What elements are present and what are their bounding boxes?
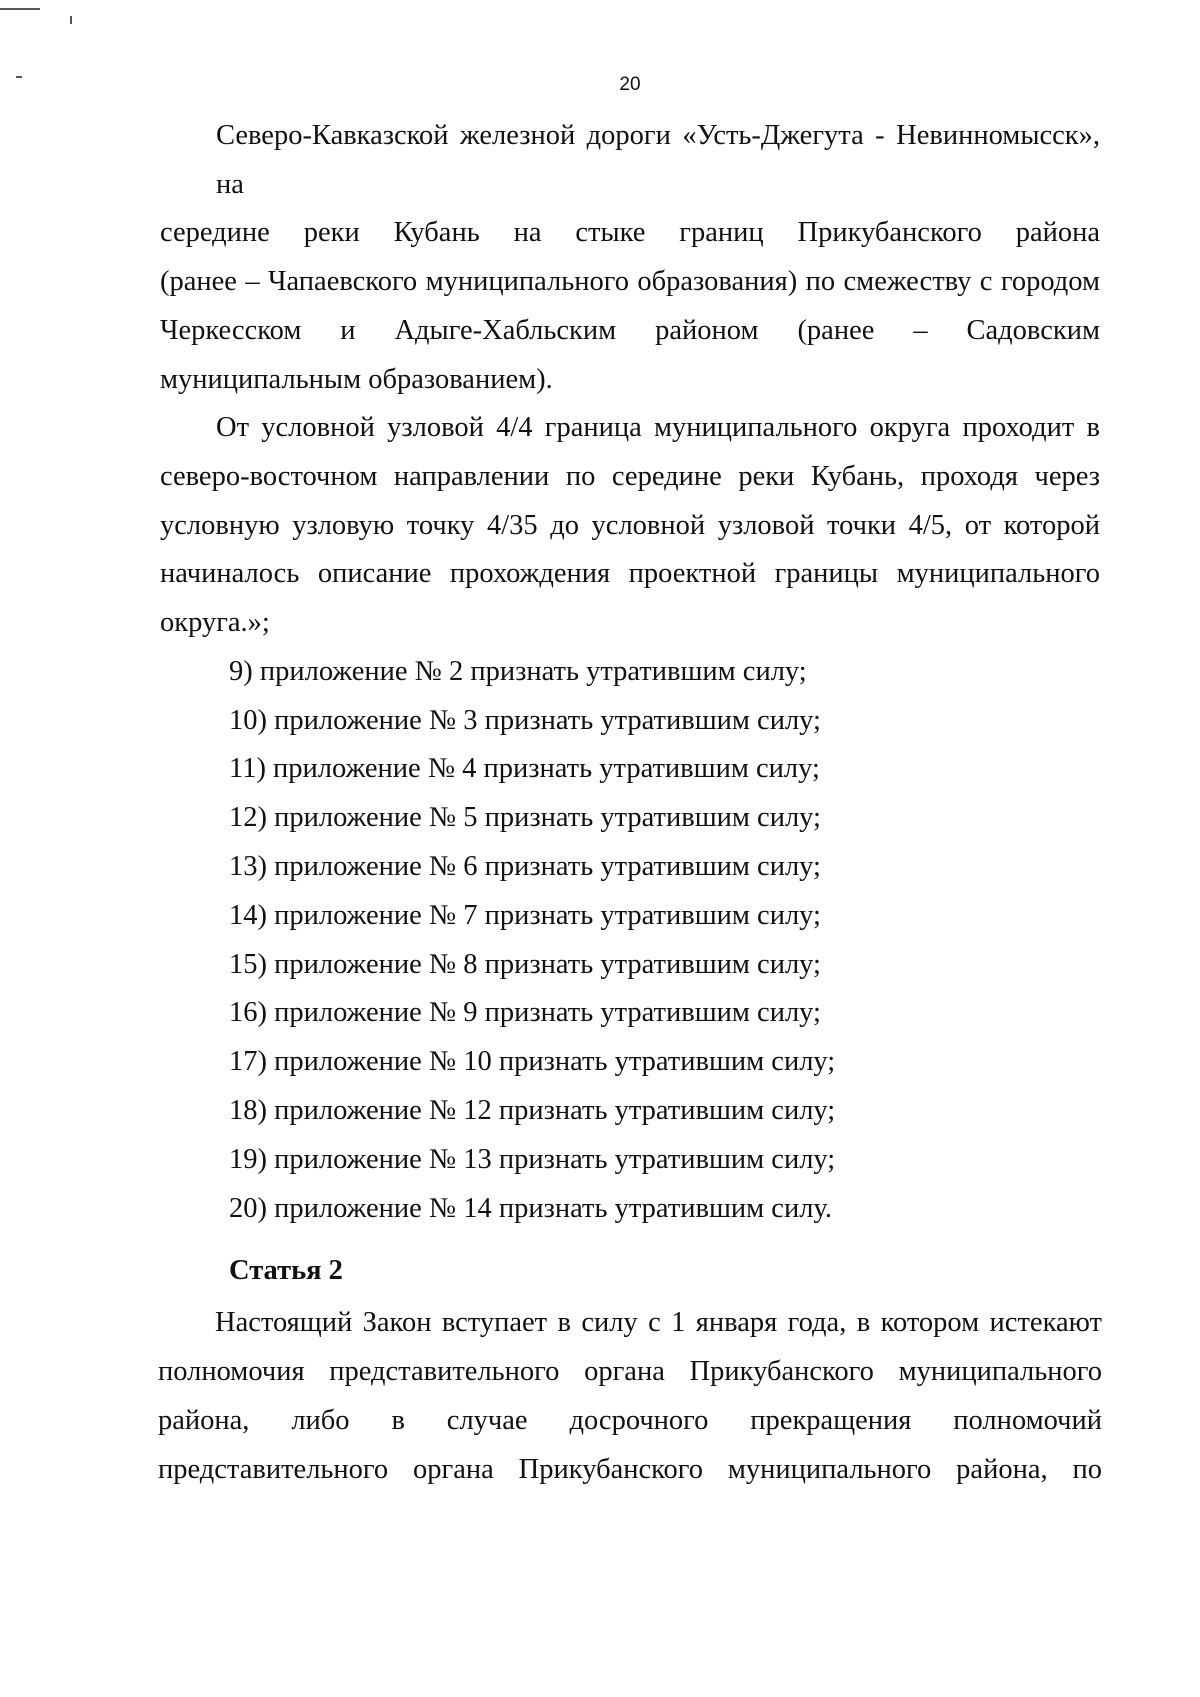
article-heading: Статья 2 [229, 1255, 343, 1286]
list-item: 19) приложение № 13 признать утратившим силу; [229, 1143, 836, 1175]
text-line: муниципальным образованием). [160, 363, 553, 395]
text-line: округа.»; [160, 607, 270, 639]
page-number: 20 [619, 74, 641, 95]
list-item: 12) приложение № 5 признать утратившим силу; [229, 802, 821, 834]
list-item: 18) приложение № 12 признать утратившим силу; [229, 1094, 836, 1126]
list-item: 10) приложение № 3 признать утратившим силу; [229, 704, 821, 736]
text-line: (ранее – Чапаевского муниципального образования) по смежеству с городом [160, 266, 1100, 298]
text-line: полномочия представительного органа Прикубанского муниципального [158, 1356, 1102, 1387]
list-item: 15) приложение № 8 признать утратившим силу; [229, 948, 821, 980]
article-body [158, 1298, 1102, 1494]
scan-artifact-dot [70, 16, 72, 24]
list-item: 16) приложение № 9 признать утратившим силу; [229, 997, 821, 1029]
paragraph-boundary-route [160, 404, 1100, 648]
text-line: начиналось описание прохождения проектной границы муниципального [160, 558, 1100, 590]
text-line: Настоящий Закон вступает в силу с 1 января года, в котором истекают [215, 1307, 1102, 1338]
list-item: 17) приложение № 10 признать утратившим силу; [229, 1046, 836, 1078]
text-line: Черкесском и Адыге-Хабльским районом (ранее – Садовским [160, 314, 1100, 346]
paragraph-boundary-description [160, 112, 1100, 404]
list-item: 14) приложение № 7 признать утратившим силу; [229, 899, 821, 931]
list-item: 20) приложение № 14 признать утратившим силу. [229, 1192, 832, 1224]
text-line: От условной узловой 4/4 граница муниципального округа проходит в [216, 412, 1100, 444]
text-line: середине реки Кубань на стыке границ Прикубанского района [160, 217, 1100, 249]
text-line: Северо-Кавказской железной дороги «Усть-Джегута - Невинномысск», на [216, 120, 1100, 200]
list-item: 13) приложение № 6 признать утратившим силу; [229, 850, 821, 882]
text-line: представительного органа Прикубанского муниципального района, по [158, 1454, 1102, 1485]
list-item: 9) приложение № 2 признать утратившим силу; [229, 655, 807, 687]
text-line: района, либо в случае досрочного прекращения полномочий [158, 1405, 1102, 1436]
amendment-list [160, 648, 1100, 1234]
scan-artifact-top-left [0, 8, 40, 10]
continuation-text [160, 112, 1100, 1233]
list-item: 11) приложение № 4 признать утратившим силу; [229, 753, 820, 785]
text-line: условную узловую точку 4/35 до условной узловой точки 4/5, от которой [160, 509, 1100, 541]
text-line: северо-восточном направлении по середине реки Кубань, проходя через [160, 460, 1100, 492]
